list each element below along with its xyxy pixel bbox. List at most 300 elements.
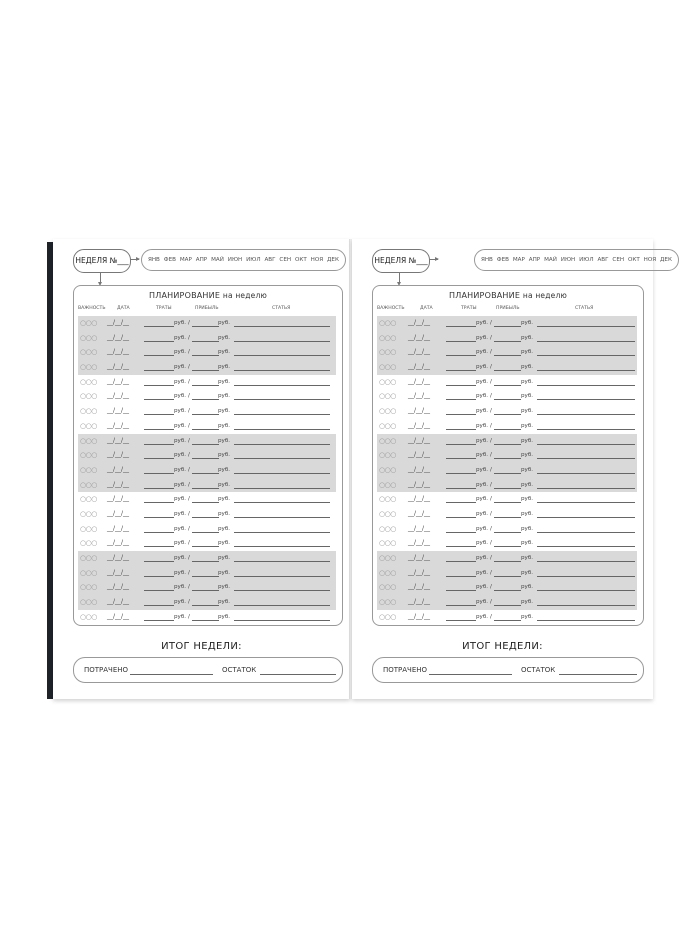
- table-row: [377, 389, 637, 404]
- expense-line: [446, 370, 476, 371]
- table-row: [78, 595, 336, 610]
- month-label: ИЮН: [560, 257, 576, 263]
- expense-line: [446, 444, 476, 445]
- table-row: [377, 360, 637, 375]
- expense-unit: руб.: [476, 422, 489, 429]
- profit-line: [192, 561, 219, 562]
- date-field: __/__/__: [408, 612, 431, 620]
- expense-line: [144, 576, 174, 577]
- date-field: __/__/__: [107, 392, 130, 400]
- month-label: МАР: [179, 257, 192, 263]
- importance-circles-icon: ○○○: [80, 554, 97, 562]
- table-row: [78, 316, 336, 331]
- expense-line: [446, 399, 476, 400]
- article-line: [537, 488, 635, 489]
- profit-line: [192, 473, 219, 474]
- expense-line: [446, 620, 476, 621]
- article-line: [537, 385, 635, 386]
- expense-line: [144, 370, 174, 371]
- slash-separator: /: [490, 349, 492, 356]
- expense-unit: руб.: [476, 525, 489, 532]
- profit-unit: руб.: [218, 334, 231, 341]
- expense-line: [446, 488, 476, 489]
- profit-line: [192, 546, 219, 547]
- profit-line: [192, 576, 219, 577]
- month-label: АВГ: [264, 257, 276, 263]
- slash-separator: /: [188, 320, 190, 326]
- profit-unit: руб.: [218, 320, 231, 326]
- planning-title-text: ПЛАНИРОВАНИЕ: [449, 291, 521, 300]
- date-field: __/__/__: [408, 598, 431, 606]
- month-label: МАЙ: [544, 257, 557, 263]
- table-row: [377, 580, 637, 595]
- article-line: [234, 444, 330, 445]
- expense-unit: руб.: [476, 496, 489, 503]
- importance-circles-icon: ○○○: [379, 333, 396, 342]
- table-row: [377, 434, 637, 449]
- article-line: [537, 532, 635, 533]
- profit-unit: руб.: [521, 540, 534, 547]
- importance-circles-icon: ○○○: [379, 363, 396, 372]
- date-field: __/__/__: [408, 568, 431, 576]
- profit-line: [192, 605, 219, 606]
- date-field: __/__/__: [107, 407, 130, 415]
- total-box: [372, 657, 644, 683]
- profit-unit: руб.: [521, 408, 534, 415]
- importance-circles-icon: ○○○: [379, 480, 396, 489]
- article-line: [234, 385, 330, 386]
- arrow-right-icon: [130, 259, 139, 260]
- article-line: [537, 517, 635, 518]
- profit-unit: руб.: [218, 525, 231, 532]
- importance-circles-icon: ○○○: [379, 407, 396, 416]
- date-field: __/__/__: [408, 451, 431, 459]
- date-field: __/__/__: [107, 554, 130, 561]
- date-field: __/__/__: [408, 363, 431, 371]
- month-label: АВГ: [597, 257, 609, 263]
- profit-line: [192, 517, 219, 518]
- table-row: [377, 419, 637, 434]
- article-line: [234, 399, 330, 400]
- article-line: [234, 502, 330, 503]
- profit-line: [494, 326, 521, 327]
- importance-circles-icon: ○○○: [80, 480, 97, 489]
- date-field: __/__/__: [107, 348, 130, 356]
- slash-separator: /: [490, 496, 492, 503]
- profit-line: [494, 590, 521, 591]
- article-line: [234, 341, 330, 342]
- table-row: [78, 331, 336, 346]
- slash-separator: /: [188, 349, 190, 356]
- importance-circles-icon: ○○○: [379, 392, 396, 401]
- planning-subtitle: на неделю: [522, 291, 567, 300]
- date-field: __/__/__: [107, 539, 130, 547]
- expense-line: [446, 546, 476, 547]
- date-field: __/__/__: [107, 568, 130, 576]
- profit-unit: руб.: [218, 540, 231, 547]
- remainder-line: [260, 674, 336, 675]
- expense-line: [144, 488, 174, 489]
- date-field: __/__/__: [408, 421, 431, 429]
- profit-unit: руб.: [521, 510, 534, 517]
- profit-line: [192, 620, 219, 621]
- date-field: __/__/__: [107, 612, 130, 620]
- expense-unit: руб.: [476, 569, 489, 576]
- importance-circles-icon: ○○○: [80, 465, 97, 474]
- importance-circles-icon: ○○○: [379, 436, 396, 445]
- article-line: [234, 473, 330, 474]
- expense-unit: руб.: [174, 525, 187, 532]
- article-line: [234, 590, 330, 591]
- importance-circles-icon: ○○○: [80, 377, 97, 386]
- profit-unit: руб.: [521, 555, 534, 561]
- slash-separator: /: [490, 510, 492, 517]
- date-field: __/__/__: [107, 480, 130, 488]
- profit-unit: руб.: [521, 584, 534, 591]
- slash-separator: /: [188, 496, 190, 503]
- importance-circles-icon: ○○○: [80, 348, 97, 357]
- table-row: [377, 610, 637, 625]
- date-field: __/__/__: [408, 392, 431, 400]
- profit-line: [494, 488, 521, 489]
- importance-circles-icon: ○○○: [80, 451, 97, 460]
- date-field: __/__/__: [107, 465, 130, 473]
- importance-circles-icon: ○○○: [379, 495, 396, 504]
- profit-line: [494, 473, 521, 474]
- table-row: [377, 478, 637, 493]
- table-row: [377, 375, 637, 390]
- article-line: [537, 502, 635, 503]
- article-line: [234, 605, 330, 606]
- expense-line: [144, 326, 174, 327]
- table-row: [377, 331, 637, 346]
- importance-circles-icon: ○○○: [379, 377, 396, 386]
- expense-line: [144, 458, 174, 459]
- importance-circles-icon: ○○○: [379, 319, 396, 327]
- expense-unit: руб.: [476, 466, 489, 473]
- expense-line: [144, 605, 174, 606]
- profit-line: [192, 341, 219, 342]
- importance-circles-icon: ○○○: [80, 407, 97, 416]
- expense-line: [144, 561, 174, 562]
- header-importance: ВАЖНОСТЬ: [78, 306, 106, 311]
- slash-separator: /: [490, 569, 492, 576]
- expense-unit: руб.: [174, 599, 187, 606]
- article-line: [537, 473, 635, 474]
- expense-line: [144, 532, 174, 533]
- date-field: __/__/__: [107, 495, 130, 503]
- planning-title: [373, 291, 643, 300]
- importance-circles-icon: ○○○: [379, 451, 396, 460]
- expense-line: [144, 414, 174, 415]
- article-line: [537, 399, 635, 400]
- expense-line: [446, 473, 476, 474]
- spent-label: ПОТРАЧЕНО: [383, 666, 428, 674]
- expense-line: [144, 355, 174, 356]
- total-title: ИТОГ НЕДЕЛИ:: [462, 641, 543, 652]
- expense-unit: руб.: [476, 393, 489, 400]
- profit-line: [494, 532, 521, 533]
- table-row: [78, 566, 336, 581]
- article-line: [234, 414, 330, 415]
- profit-line: [494, 355, 521, 356]
- date-field: __/__/__: [408, 495, 431, 503]
- spent-label: ПОТРАЧЕНО: [84, 666, 129, 674]
- expense-unit: руб.: [174, 452, 187, 459]
- slash-separator: /: [490, 334, 492, 341]
- article-line: [234, 458, 330, 459]
- profit-unit: руб.: [521, 496, 534, 503]
- month-label: СЕН: [612, 257, 625, 263]
- slash-separator: /: [188, 422, 190, 429]
- header-expenses: ТРАТЫ: [156, 306, 172, 311]
- profit-unit: руб.: [521, 569, 534, 576]
- week-number-box: [73, 249, 131, 273]
- slash-separator: /: [490, 481, 492, 488]
- expense-unit: руб.: [174, 466, 187, 473]
- remainder-line: [559, 674, 637, 675]
- profit-line: [192, 502, 219, 503]
- slash-separator: /: [490, 584, 492, 591]
- slash-separator: /: [490, 613, 492, 620]
- table-headers: [74, 306, 342, 314]
- profit-unit: руб.: [218, 408, 231, 415]
- expense-unit: руб.: [476, 349, 489, 356]
- expense-unit: руб.: [476, 378, 489, 385]
- profit-line: [192, 532, 219, 533]
- profit-unit: руб.: [521, 613, 534, 620]
- profit-unit: руб.: [218, 393, 231, 400]
- expense-line: [446, 429, 476, 430]
- profit-line: [192, 355, 219, 356]
- header-importance: ВАЖНОСТЬ: [377, 306, 405, 311]
- profit-line: [494, 370, 521, 371]
- month-label: АПР: [195, 257, 208, 263]
- expense-line: [446, 576, 476, 577]
- importance-circles-icon: ○○○: [80, 495, 97, 504]
- profit-line: [192, 385, 219, 386]
- profit-line: [192, 458, 219, 459]
- table-row: [78, 522, 336, 537]
- month-label: МАЙ: [211, 257, 224, 263]
- date-field: __/__/__: [408, 333, 431, 341]
- expense-unit: руб.: [174, 437, 187, 444]
- date-field: __/__/__: [408, 465, 431, 473]
- date-field: __/__/__: [408, 377, 431, 385]
- slash-separator: /: [490, 466, 492, 473]
- expense-unit: руб.: [476, 452, 489, 459]
- planner-book: [47, 239, 672, 702]
- expense-unit: руб.: [174, 378, 187, 385]
- article-line: [537, 546, 635, 547]
- table-row: [78, 492, 336, 507]
- table-row: [78, 610, 336, 625]
- slash-separator: /: [188, 378, 190, 385]
- month-label: НОЯ: [643, 257, 657, 263]
- table-row: [78, 507, 336, 522]
- expense-unit: руб.: [174, 584, 187, 591]
- expense-line: [144, 444, 174, 445]
- slash-separator: /: [490, 422, 492, 429]
- expense-line: [144, 399, 174, 400]
- month-label: ИЮЛ: [246, 257, 261, 263]
- importance-circles-icon: ○○○: [379, 421, 396, 430]
- article-line: [234, 546, 330, 547]
- profit-unit: руб.: [521, 599, 534, 606]
- profit-line: [494, 385, 521, 386]
- table-row: [377, 463, 637, 478]
- slash-separator: /: [490, 320, 492, 326]
- spent-line: [429, 674, 512, 675]
- expense-line: [446, 517, 476, 518]
- slash-separator: /: [188, 437, 190, 444]
- profit-line: [494, 546, 521, 547]
- profit-line: [494, 341, 521, 342]
- slash-separator: /: [490, 555, 492, 561]
- slash-separator: /: [490, 408, 492, 415]
- importance-circles-icon: ○○○: [80, 333, 97, 342]
- expense-unit: руб.: [174, 334, 187, 341]
- table-row: [78, 580, 336, 595]
- profit-line: [494, 429, 521, 430]
- date-field: __/__/__: [408, 554, 431, 561]
- table-row: [78, 434, 336, 449]
- planning-title-text: ПЛАНИРОВАНИЕ: [149, 291, 221, 300]
- expense-line: [144, 517, 174, 518]
- slash-separator: /: [188, 525, 190, 532]
- expense-unit: руб.: [174, 364, 187, 371]
- date-field: __/__/__: [107, 583, 130, 591]
- remainder-label: ОСТАТОК: [222, 666, 257, 674]
- importance-circles-icon: ○○○: [80, 598, 97, 607]
- date-field: __/__/__: [408, 407, 431, 415]
- profit-line: [192, 444, 219, 445]
- table-rows: [377, 316, 637, 624]
- importance-circles-icon: ○○○: [80, 612, 97, 621]
- slash-separator: /: [188, 510, 190, 517]
- right-page: [352, 239, 672, 699]
- week-number-box: [372, 249, 430, 273]
- profit-line: [494, 458, 521, 459]
- expense-unit: руб.: [174, 510, 187, 517]
- date-field: __/__/__: [107, 436, 130, 444]
- slash-separator: /: [188, 555, 190, 561]
- expense-unit: руб.: [476, 540, 489, 547]
- article-line: [537, 620, 635, 621]
- expense-unit: руб.: [174, 408, 187, 415]
- importance-circles-icon: ○○○: [379, 554, 396, 562]
- expense-unit: руб.: [174, 481, 187, 488]
- importance-circles-icon: ○○○: [80, 319, 97, 327]
- table-row: [78, 419, 336, 434]
- table-row: [377, 551, 637, 566]
- profit-unit: руб.: [521, 320, 534, 326]
- profit-unit: руб.: [521, 349, 534, 356]
- remainder-label: ОСТАТОК: [521, 666, 556, 674]
- expense-unit: руб.: [174, 496, 187, 503]
- table-row: [78, 345, 336, 360]
- expense-line: [144, 502, 174, 503]
- slash-separator: /: [188, 599, 190, 606]
- date-field: __/__/__: [107, 421, 130, 429]
- article-line: [537, 355, 635, 356]
- importance-circles-icon: ○○○: [379, 568, 396, 577]
- arrow-right-icon: [429, 259, 438, 260]
- expense-line: [144, 546, 174, 547]
- expense-unit: руб.: [476, 320, 489, 326]
- article-line: [537, 414, 635, 415]
- profit-unit: руб.: [218, 378, 231, 385]
- date-field: __/__/__: [408, 539, 431, 547]
- article-line: [537, 458, 635, 459]
- header-article: СТАТЬЯ: [272, 306, 291, 311]
- article-line: [234, 620, 330, 621]
- week-label: НЕДЕЛЯ №___: [75, 256, 129, 265]
- table-row: [377, 507, 637, 522]
- importance-circles-icon: ○○○: [379, 598, 396, 607]
- date-field: __/__/__: [408, 583, 431, 591]
- slash-separator: /: [490, 378, 492, 385]
- importance-circles-icon: ○○○: [379, 348, 396, 357]
- importance-circles-icon: ○○○: [80, 392, 97, 401]
- article-line: [234, 488, 330, 489]
- expense-line: [144, 341, 174, 342]
- slash-separator: /: [490, 393, 492, 400]
- article-line: [537, 561, 635, 562]
- expense-unit: руб.: [174, 349, 187, 356]
- profit-unit: руб.: [218, 481, 231, 488]
- date-field: __/__/__: [408, 319, 431, 326]
- expense-line: [144, 385, 174, 386]
- table-headers: [373, 306, 643, 314]
- expense-unit: руб.: [174, 569, 187, 576]
- table-row: [78, 463, 336, 478]
- profit-line: [192, 326, 219, 327]
- importance-circles-icon: ○○○: [379, 465, 396, 474]
- month-label: ЯНВ: [480, 257, 493, 263]
- profit-unit: руб.: [218, 555, 231, 561]
- date-field: __/__/__: [107, 319, 130, 326]
- month-label: ОКТ: [627, 257, 640, 263]
- profit-unit: руб.: [218, 569, 231, 576]
- importance-circles-icon: ○○○: [379, 509, 396, 518]
- expense-unit: руб.: [174, 320, 187, 326]
- header-article: СТАТЬЯ: [575, 306, 594, 311]
- planning-table: [372, 285, 644, 626]
- arrow-down-icon: [100, 272, 101, 283]
- profit-line: [494, 399, 521, 400]
- planning-subtitle: на неделю: [222, 291, 267, 300]
- table-row: [377, 404, 637, 419]
- slash-separator: /: [490, 599, 492, 606]
- arrow-down-icon: [399, 272, 400, 283]
- importance-circles-icon: ○○○: [80, 583, 97, 592]
- profit-unit: руб.: [218, 422, 231, 429]
- slash-separator: /: [188, 334, 190, 341]
- month-label: ИЮЛ: [579, 257, 594, 263]
- article-line: [234, 517, 330, 518]
- table-row: [377, 345, 637, 360]
- profit-unit: руб.: [218, 452, 231, 459]
- left-page: [53, 239, 350, 699]
- expense-line: [446, 605, 476, 606]
- profit-unit: руб.: [521, 437, 534, 444]
- month-label: ИЮН: [227, 257, 243, 263]
- slash-separator: /: [188, 466, 190, 473]
- date-field: __/__/__: [408, 480, 431, 488]
- slash-separator: /: [490, 540, 492, 547]
- profit-unit: руб.: [521, 481, 534, 488]
